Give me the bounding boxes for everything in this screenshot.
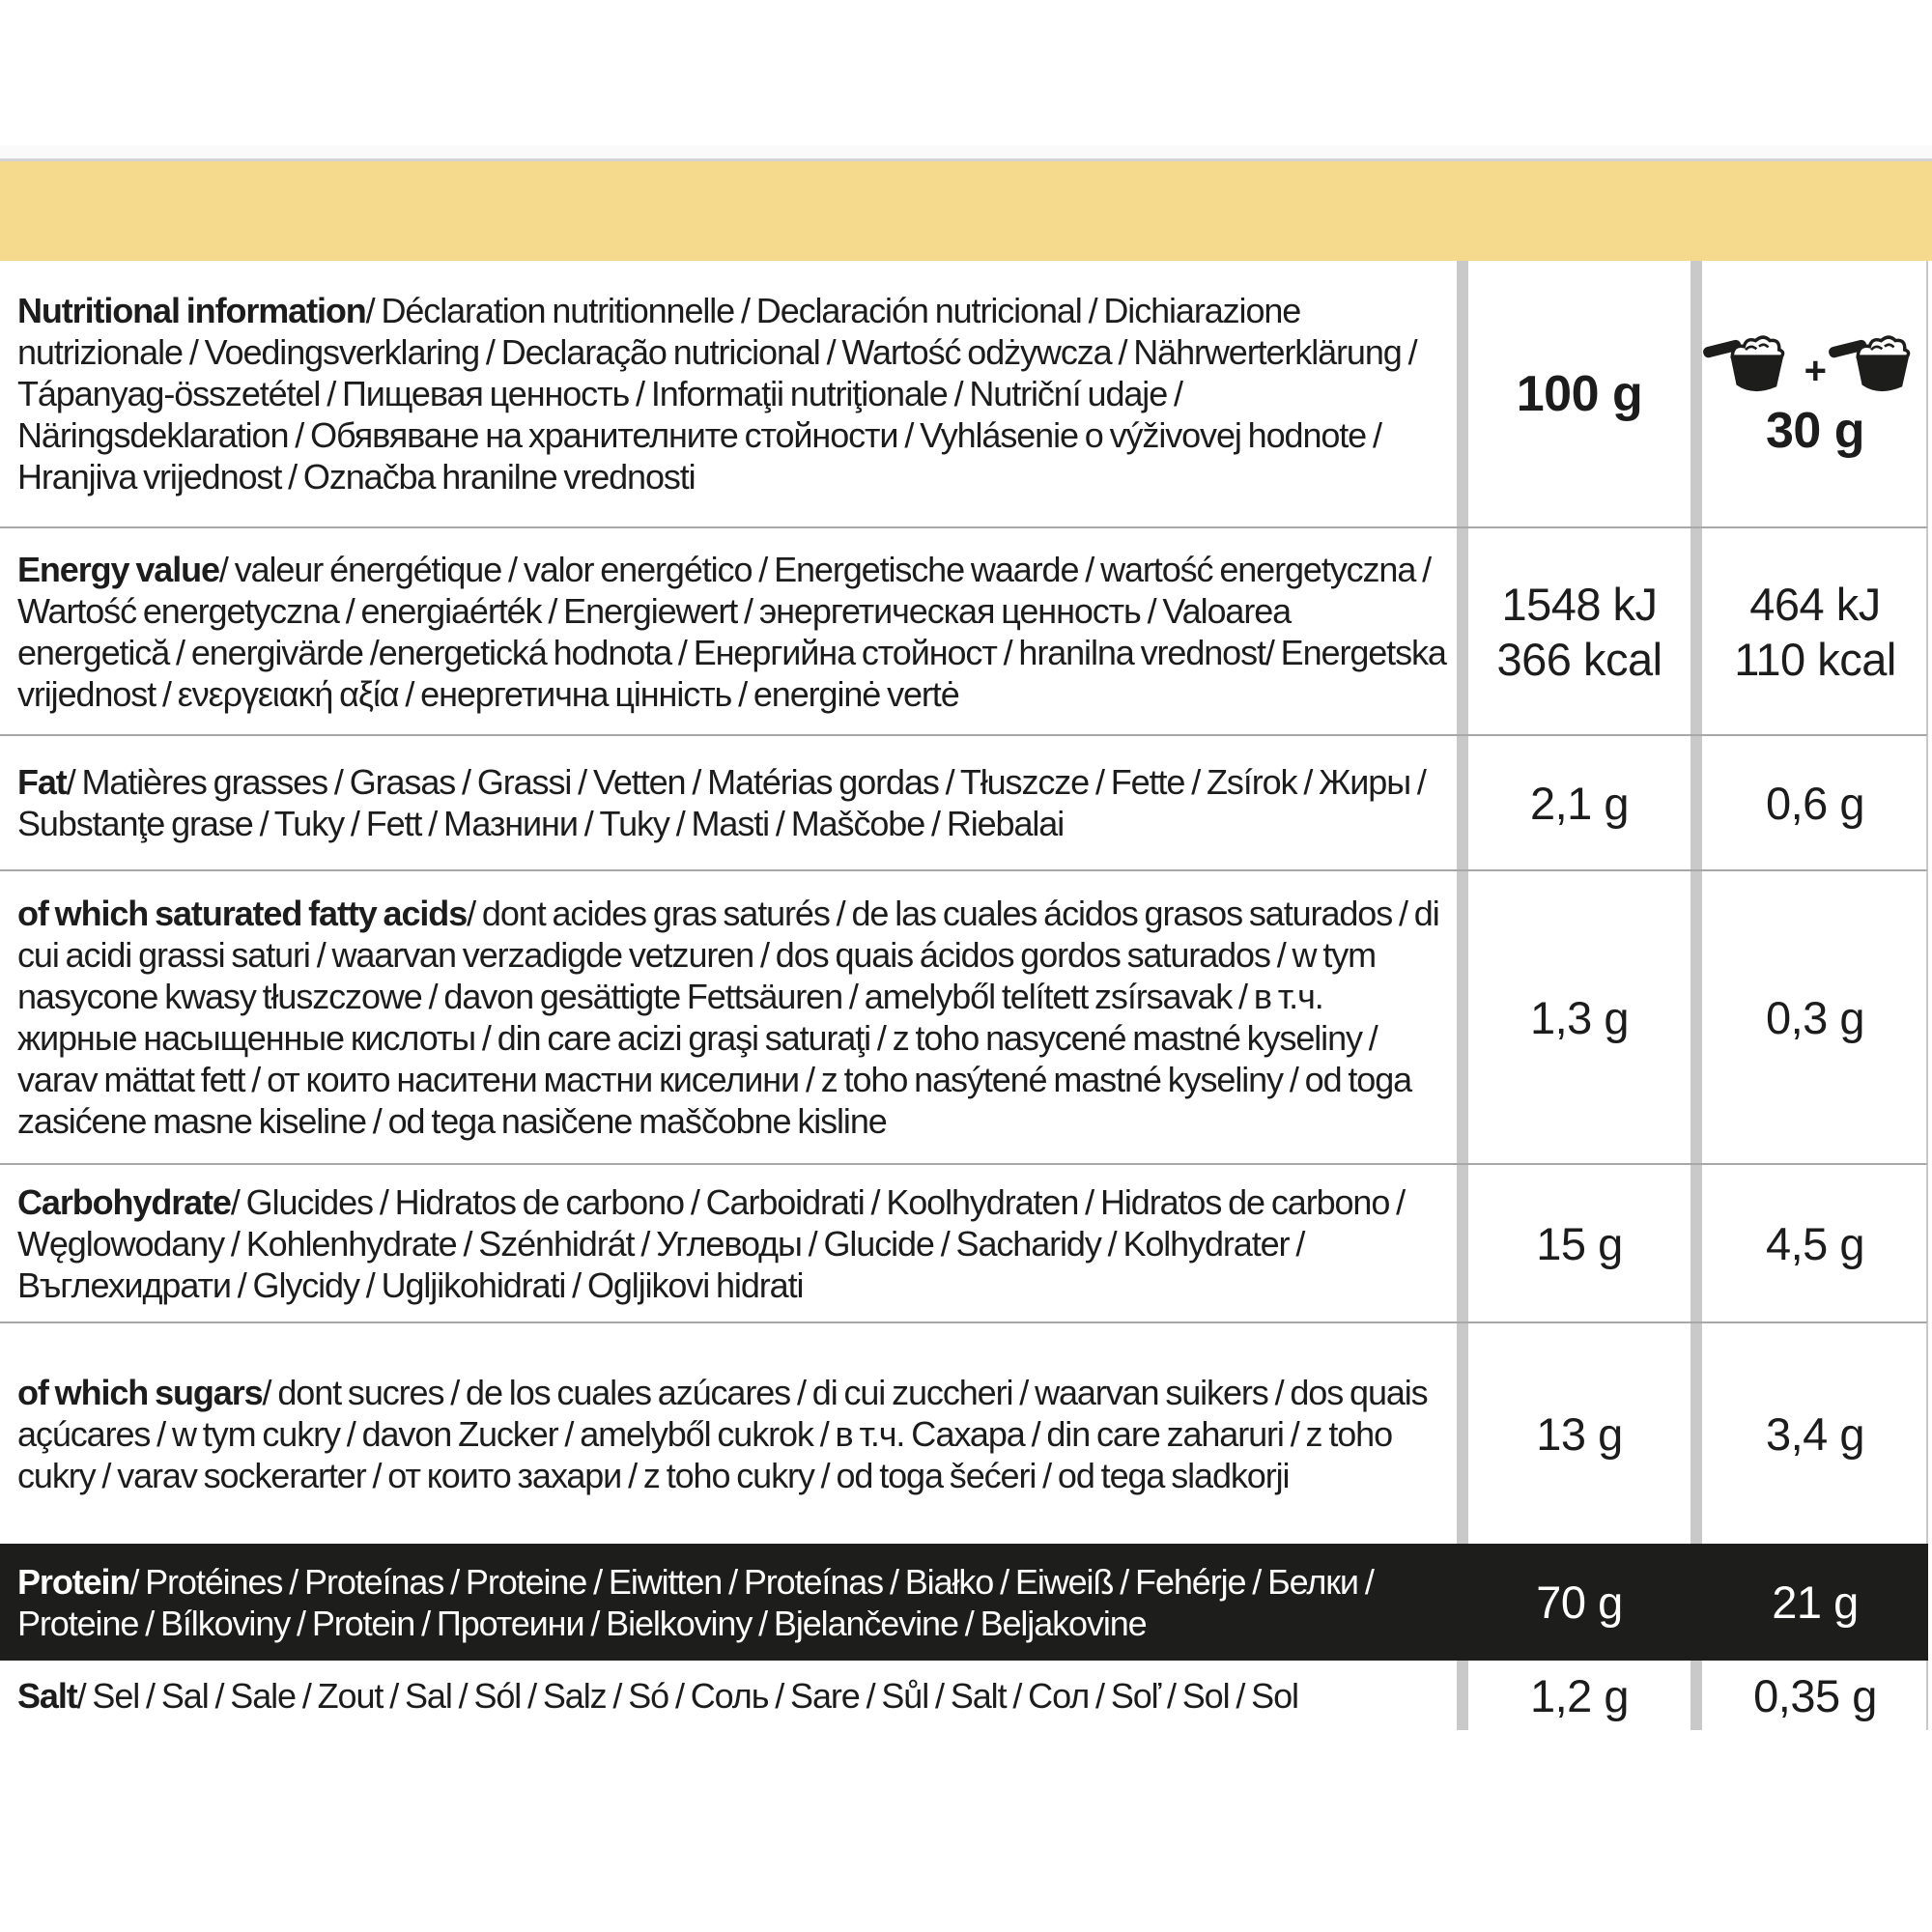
salt-per-100g-value: 1,2 g [1529, 1669, 1630, 1721]
protein-per-100g-value: 70 g [1536, 1577, 1623, 1628]
column-separator [1690, 1165, 1702, 1321]
scoop-icons-group [1702, 328, 1929, 398]
sugars-per-100g-value: 13 g [1536, 1407, 1623, 1460]
table-row-fat [0, 734, 1928, 869]
column-separator [1690, 1323, 1702, 1544]
salt-per-30g-value: 0,35 g [1753, 1669, 1877, 1721]
table-row-sugars [0, 1321, 1928, 1544]
column-separator [1690, 1544, 1702, 1661]
column-separator [1690, 871, 1702, 1163]
column-separator [1457, 1661, 1468, 1730]
carbohydrate-per-30g-value: 4,5 g [1765, 1217, 1865, 1269]
energy-label-cell: Energy value/ valeur énergétique / valor energético / Energetische waarde / wartość energetyczna / Wartość energetyczna / energiaérték / Energiewert / энергетическая ценность / Valoarea energetică / energivärde /energetická hodnota / Енергийна стойност / hranilna vrednost/ Energetska vrijednost / ενεργειακή αξία / енергетична цінність / energinė vertė [17, 549, 1446, 714]
column-separator [1457, 528, 1468, 734]
column-separator [1457, 871, 1468, 1163]
column-separator [1457, 1544, 1468, 1661]
salt-label-cell: Salt/ Sel / Sal / Sale / Zout / Sal / Sól / Salz / Só / Соль / Sare / Sůl / Salt / Сол / Soľ / Sol / Sol [17, 1675, 1298, 1716]
column-separator [1457, 1323, 1468, 1544]
table-row-carbohydrate [0, 1163, 1928, 1321]
column-separator [1457, 261, 1468, 526]
plus-sign: + [1804, 350, 1827, 392]
column-separator [1690, 528, 1702, 734]
per-30g-label: 30 g [1765, 402, 1865, 459]
yellow-header-band [0, 161, 1932, 261]
carbohydrate-label-cell: Carbohydrate/ Glucides / Hidratos de carbono / Carboidrati / Koolhydraten / Hidratos de carbono / Węglowodany / Kohlenhydrate / Szénhidrát / Углеводы / Glucide / Sacharidy / Kolhydrater / Въглехидрати / Glycidy / Ugljikohidrati / Ogljikovi hidrati [17, 1181, 1406, 1305]
column-separator [1457, 736, 1468, 869]
table-row-salt [0, 1661, 1928, 1730]
fat-label-cell: Fat/ Matières grasses / Grasas / Grassi / Vetten / Matérias gordas / Tłuszcze / Fette / Zsírok / Жиры / Substanţe grase / Tuky / Fett / Мазнини / Tuky / Masti / Maščobe / Riebalai [17, 762, 1426, 843]
measuring-scoop-icon [1828, 328, 1928, 398]
nutrition-table [0, 261, 1928, 1730]
fat-per-100g-value: 2,1 g [1529, 777, 1630, 829]
fat-per-30g-value: 0,6 g [1765, 777, 1865, 829]
column-separator [1690, 736, 1702, 869]
protein-label-cell: Protein/ Protéines / Proteínas / Proteine / Eiwitten / Proteínas / Białko / Eiweiß / Fehérje / Белки / Proteine / Bílkoviny / Protein / Протеини / Bielkoviny / Bjelančevine / Beljakovine [17, 1561, 1374, 1643]
per-100g-column-header: 100 g [1516, 365, 1643, 422]
saturated-fat-per-100g-value: 1,3 g [1529, 991, 1630, 1043]
sugars-label-cell: of which sugars/ dont sucres / de los cuales azúcares / di cui zuccheri / waarvan suikers / dos quais açúcares / w tym cukry / davon Zucker / amelyből cukrok / в т.ч. Сахара / din care zaharuri / z toho cukry / varav sockerarter / от които захари / z toho cukry / od toga šećeri / od tega sladkorji [17, 1372, 1428, 1495]
column-separator [1690, 1661, 1702, 1730]
header-title-bold: Nutritional information [17, 291, 366, 330]
sugars-per-30g-value: 3,4 g [1765, 1407, 1865, 1460]
table-row-protein [0, 1544, 1928, 1661]
header-title-cell [0, 261, 1457, 526]
energy-per-100g-value: 1548 kJ 366 kcal [1496, 578, 1662, 685]
top-margin [0, 0, 1932, 145]
carbohydrate-per-100g-value: 15 g [1536, 1217, 1623, 1269]
per-30g-column-header [1702, 261, 1928, 526]
header-title-rest: / Déclaration nutritionnelle / Declaración nutricional / Dichiarazione nutrizionale / Voedingsverklaring / Declaração nutricional / Wartość odżywcza / Nährwerterklärung / Tápanyag-összetétel / Пищевая ценность / Informaţii nutriţionale / Nutriční udaje / Näringsdeklaration / Обявяване на хранителните стойности / Vyhlásenie o výživovej hodnote / Hranjiva vrijednost / Označba hranilne vrednosti [17, 291, 1417, 497]
table-row-energy [0, 526, 1928, 734]
energy-per-30g-value: 464 kJ 110 kcal [1734, 578, 1896, 685]
top-strip [0, 145, 1932, 161]
saturated-fat-label-cell: of which saturated fatty acids/ dont acides gras saturés / de las cuales ácidos grasos saturados / di cui acidi grassi saturi / waarvan verzadigde vetzuren / dos quais ácidos gordos saturados / w tym nasycone kwasy tłuszczowe / davon gesättigte Fettsäuren / amelyből telített zsírsavak / в т.ч. жирные насыщенные кислоты / din care acizi graşi saturaţi / z toho nasycené mastné kyseliny / varav mättat fett / от които наситени мастни киселини / z toho nasýtené mastné kyseliny / od toga zasićene masne kiseline / od tega nasičene maščobne kisline [17, 894, 1439, 1141]
table-header-row [0, 261, 1928, 526]
table-row-saturated-fat [0, 869, 1928, 1163]
measuring-scoop-icon [1702, 328, 1803, 398]
protein-per-30g-value: 21 g [1772, 1577, 1859, 1628]
column-separator [1690, 261, 1702, 526]
saturated-fat-per-30g-value: 0,3 g [1765, 991, 1865, 1043]
column-separator [1457, 1165, 1468, 1321]
